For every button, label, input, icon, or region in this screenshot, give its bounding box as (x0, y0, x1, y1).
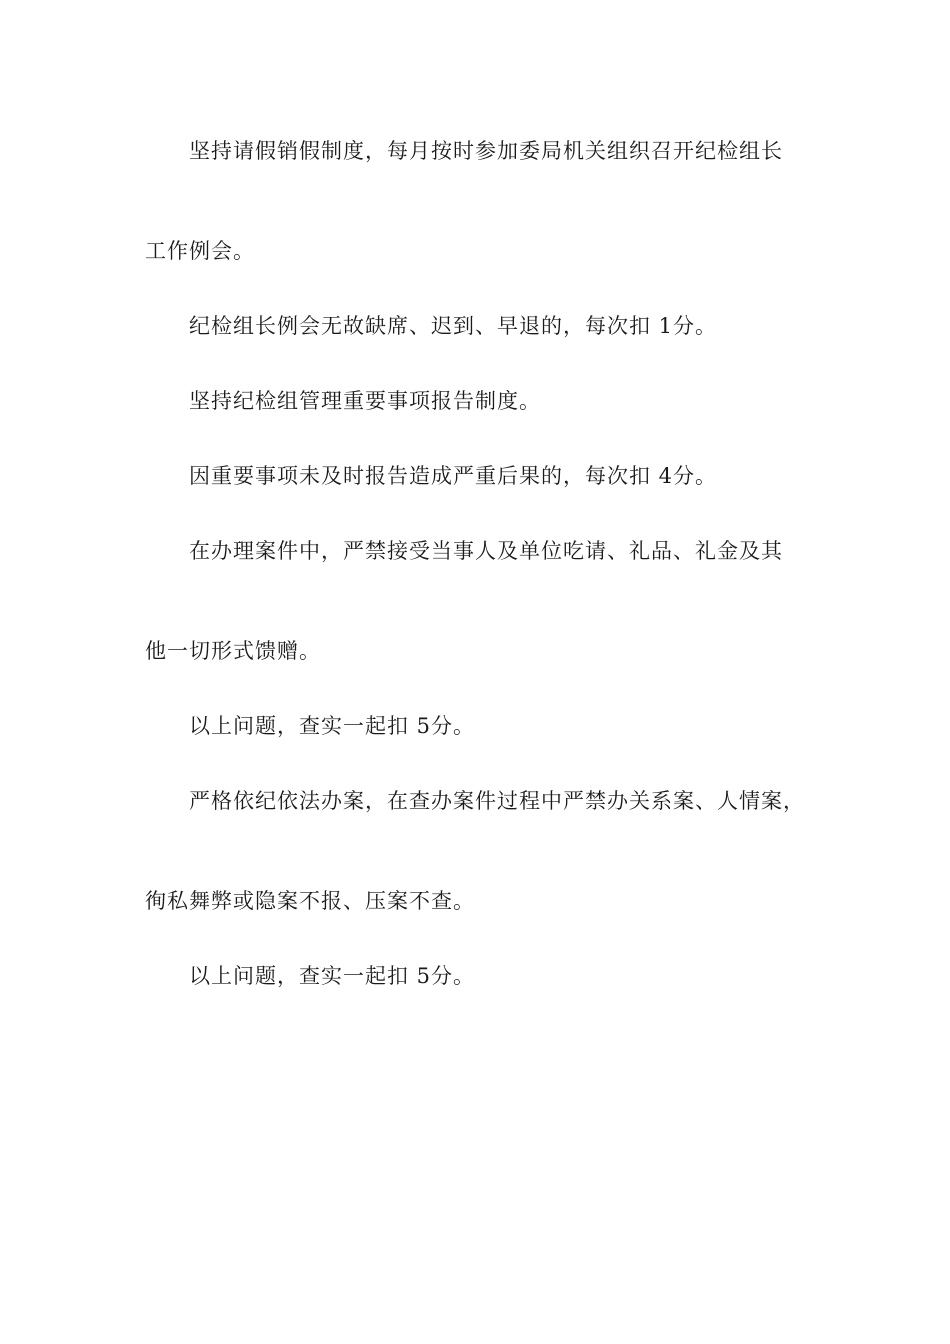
paragraph-gifts-penalty: 以上问题，查实一起扣 5分。 (189, 714, 476, 738)
paragraph-gifts-line-1: 在办理案件中，严禁接受当事人及单位吃请、礼品、礼金及其 (189, 539, 783, 563)
paragraph-absence-penalty: 纪检组长例会无故缺席、迟到、早退的，每次扣 1分。 (189, 314, 718, 338)
paragraph-reporting-system: 坚持纪检组管理重要事项报告制度。 (189, 389, 541, 413)
paragraph-lawful-handling-line-2: 徇私舞弊或隐案不报、压案不查。 (145, 889, 475, 913)
paragraph-leave-system-line-2: 工作例会。 (145, 239, 255, 263)
paragraph-leave-system-line-1: 坚持请假销假制度，每月按时参加委局机关组织召开纪检组长 (189, 139, 783, 163)
paragraph-gifts-line-2: 他一切形式馈赠。 (145, 639, 321, 663)
paragraph-reporting-penalty: 因重要事项未及时报告造成严重后果的，每次扣 4分。 (189, 464, 718, 488)
paragraph-lawful-handling-penalty: 以上问题，查实一起扣 5分。 (189, 964, 476, 988)
paragraph-lawful-handling-line-1: 严格依纪依法办案，在查办案件过程中严禁办关系案、人情案， (189, 789, 805, 813)
